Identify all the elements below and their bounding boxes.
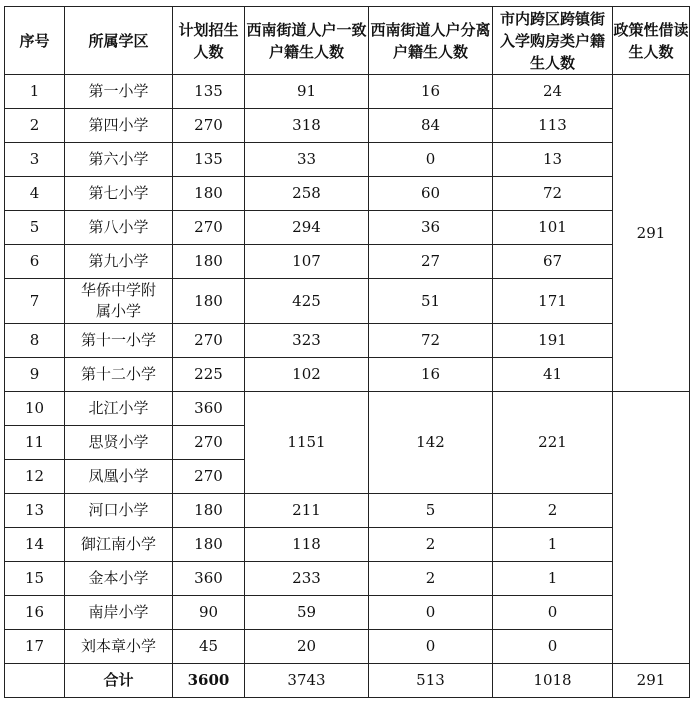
total-label: 合计 (65, 664, 173, 698)
table-row (5, 528, 690, 562)
row-plan: 360 (173, 392, 245, 426)
row-cross: 0 (493, 596, 613, 630)
row-school: 第六小学 (65, 143, 173, 177)
row-cross: 72 (493, 177, 613, 211)
merged-cross: 221 (493, 392, 613, 494)
row-plan: 180 (173, 494, 245, 528)
row-school: 北江小学 (65, 392, 173, 426)
row-plan: 180 (173, 245, 245, 279)
row-plan: 360 (173, 562, 245, 596)
row-school: 第八小学 (65, 211, 173, 245)
row-cross: 1 (493, 528, 613, 562)
row-school: 第一小学 (65, 75, 173, 109)
table-row (5, 324, 690, 358)
row-separated: 2 (369, 528, 493, 562)
row-no: 15 (5, 562, 65, 596)
row-separated: 0 (369, 630, 493, 664)
row-cross: 67 (493, 245, 613, 279)
row-school: 凤凰小学 (65, 460, 173, 494)
row-no: 17 (5, 630, 65, 664)
row-plan: 135 (173, 143, 245, 177)
row-cross: 1 (493, 562, 613, 596)
row-no: 5 (5, 211, 65, 245)
row-separated: 36 (369, 211, 493, 245)
row-plan: 90 (173, 596, 245, 630)
row-no: 2 (5, 109, 65, 143)
row-cross: 113 (493, 109, 613, 143)
row-no: 14 (5, 528, 65, 562)
total-plan: 3600 (173, 664, 245, 698)
total-cross: 1018 (493, 664, 613, 698)
row-consistent: 211 (245, 494, 369, 528)
row-separated: 60 (369, 177, 493, 211)
row-school: 华侨中学附属小学 (65, 279, 173, 324)
header-cross: 市内跨区跨镇街入学购房类户籍生人数 (493, 7, 613, 75)
table-row (5, 358, 690, 392)
row-no: 11 (5, 426, 65, 460)
row-cross: 41 (493, 358, 613, 392)
table-row (5, 562, 690, 596)
row-consistent: 233 (245, 562, 369, 596)
merged-separated: 142 (369, 392, 493, 494)
header-policy: 政策性借读生人数 (613, 7, 690, 75)
row-separated: 84 (369, 109, 493, 143)
table-row (5, 245, 690, 279)
row-school: 第十一小学 (65, 324, 173, 358)
row-consistent: 425 (245, 279, 369, 324)
row-no: 3 (5, 143, 65, 177)
total-separated: 513 (369, 664, 493, 698)
row-no: 4 (5, 177, 65, 211)
table-row (5, 279, 690, 324)
row-no: 8 (5, 324, 65, 358)
row-separated: 2 (369, 562, 493, 596)
row-no: 16 (5, 596, 65, 630)
row-plan: 180 (173, 528, 245, 562)
row-no: 12 (5, 460, 65, 494)
table-row (5, 177, 690, 211)
row-no: 10 (5, 392, 65, 426)
row-plan: 45 (173, 630, 245, 664)
total-consistent: 3743 (245, 664, 369, 698)
row-separated: 72 (369, 324, 493, 358)
row-consistent: 59 (245, 596, 369, 630)
row-separated: 0 (369, 596, 493, 630)
row-cross: 24 (493, 75, 613, 109)
row-consistent: 91 (245, 75, 369, 109)
row-plan: 270 (173, 324, 245, 358)
row-cross: 191 (493, 324, 613, 358)
enrollment-table (4, 6, 690, 698)
row-school: 第九小学 (65, 245, 173, 279)
row-cross: 101 (493, 211, 613, 245)
table-row (5, 109, 690, 143)
row-separated: 16 (369, 75, 493, 109)
table-row (5, 392, 690, 426)
table-row (5, 75, 690, 109)
row-school: 第四小学 (65, 109, 173, 143)
row-consistent: 258 (245, 177, 369, 211)
row-separated: 27 (369, 245, 493, 279)
row-plan: 180 (173, 279, 245, 324)
row-consistent: 323 (245, 324, 369, 358)
total-no (5, 664, 65, 698)
row-consistent: 318 (245, 109, 369, 143)
row-school: 金本小学 (65, 562, 173, 596)
row-separated: 51 (369, 279, 493, 324)
row-school: 刘本章小学 (65, 630, 173, 664)
row-school: 御江南小学 (65, 528, 173, 562)
row-plan: 270 (173, 460, 245, 494)
row-no: 6 (5, 245, 65, 279)
total-row (5, 664, 690, 698)
row-consistent: 118 (245, 528, 369, 562)
policy-borrow-blank (613, 392, 690, 664)
row-separated: 0 (369, 143, 493, 177)
header-school: 所属学区 (65, 7, 173, 75)
table-row (5, 494, 690, 528)
row-no: 9 (5, 358, 65, 392)
row-school: 南岸小学 (65, 596, 173, 630)
row-consistent: 20 (245, 630, 369, 664)
row-school: 思贤小学 (65, 426, 173, 460)
header-plan: 计划招生人数 (173, 7, 245, 75)
row-no: 1 (5, 75, 65, 109)
row-consistent: 33 (245, 143, 369, 177)
table-row (5, 143, 690, 177)
table-row (5, 630, 690, 664)
row-consistent: 294 (245, 211, 369, 245)
row-cross: 171 (493, 279, 613, 324)
row-plan: 270 (173, 109, 245, 143)
row-plan: 270 (173, 426, 245, 460)
total-policy: 291 (613, 664, 690, 698)
row-school: 第十二小学 (65, 358, 173, 392)
merged-consistent: 1151 (245, 392, 369, 494)
table-row (5, 596, 690, 630)
row-consistent: 107 (245, 245, 369, 279)
row-plan: 225 (173, 358, 245, 392)
header-consistent: 西南街道人户一致户籍生人数 (245, 7, 369, 75)
row-school: 第七小学 (65, 177, 173, 211)
row-consistent: 102 (245, 358, 369, 392)
row-no: 7 (5, 279, 65, 324)
table-row (5, 211, 690, 245)
header-separated: 西南街道人户分离户籍生人数 (369, 7, 493, 75)
row-cross: 0 (493, 630, 613, 664)
row-separated: 16 (369, 358, 493, 392)
row-cross: 2 (493, 494, 613, 528)
row-cross: 13 (493, 143, 613, 177)
row-plan: 270 (173, 211, 245, 245)
policy-borrow-cell: 291 (613, 75, 690, 392)
row-plan: 180 (173, 177, 245, 211)
row-no: 13 (5, 494, 65, 528)
row-separated: 5 (369, 494, 493, 528)
header-no: 序号 (5, 7, 65, 75)
row-plan: 135 (173, 75, 245, 109)
row-school: 河口小学 (65, 494, 173, 528)
